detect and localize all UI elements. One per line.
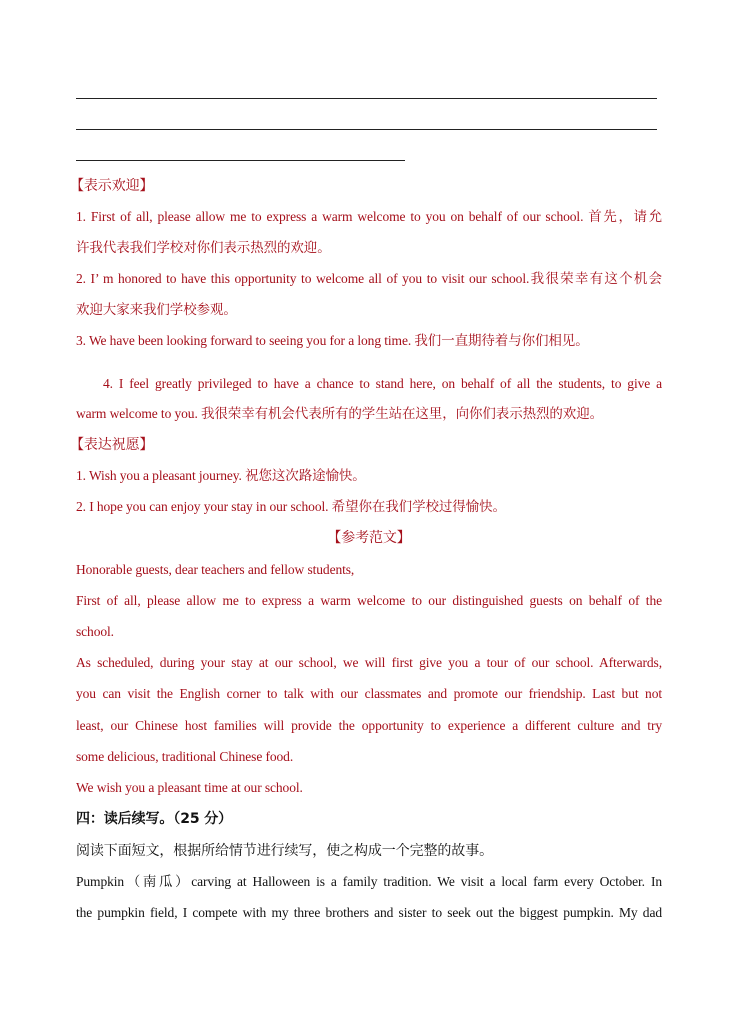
welcome-item-1-line-1: 1. First of all, please allow me to express a warm welcome to you on behalf of our school. 首先，请允	[76, 209, 662, 224]
wishes-item-1: 1. Wish you a pleasant journey. 祝您这次路途愉快。	[76, 468, 366, 483]
model-essay-heading: 【参考范文】	[327, 530, 411, 546]
welcome-item-2-line-1: 2. I’ m honored to have this opportunity to welcome all of you to visit our school.我很荣幸有这个机会	[76, 271, 662, 286]
passage-line-1: Pumpkin（南瓜）carving at Halloween is a family tradition. We visit a local farm every October. In	[76, 874, 662, 889]
section-4-instruction: 阅读下面短文，根据所给情节进行续写，使之构成一个完整的故事。	[76, 843, 493, 859]
welcome-item-2-line-2: 欢迎大家来我们学校参观。	[76, 302, 237, 317]
model-essay-line-6: least, our Chinese host families will provide the opportunity to experience a different culture and try	[76, 718, 662, 733]
welcome-item-4-line-2: warm welcome to you. 我很荣幸有机会代表所有的学生站在这里，向你们表示热烈的欢迎。	[76, 406, 603, 421]
model-essay-line-3: school.	[76, 624, 114, 639]
passage-line-2: the pumpkin field, I compete with my three brothers and sister to seek out the biggest pumpkin. My dad	[76, 905, 662, 920]
wishes-item-2: 2. I hope you can enjoy your stay in our school. 希望你在我们学校过得愉快。	[76, 499, 506, 514]
model-essay-line-1: Honorable guests, dear teachers and fellow students,	[76, 562, 355, 577]
answer-line-3	[76, 160, 405, 161]
welcome-item-1-line-2: 许我代表我们学校对你们表示热烈的欢迎。	[76, 240, 331, 255]
wishes-heading: 【表达祝愿】	[70, 437, 154, 453]
welcome-heading: 【表示欢迎】	[70, 178, 154, 194]
welcome-item-3-line-1: 3. We have been looking forward to seeing you for a long time. 我们一直期待着与你们相见。	[76, 333, 589, 348]
model-essay-line-2: First of all, please allow me to express a warm welcome to our distinguished guests on behalf of the	[76, 593, 662, 608]
answer-line-2	[76, 129, 657, 130]
model-essay-line-7: some delicious, traditional Chinese food.	[76, 749, 294, 764]
model-essay-line-4: As scheduled, during your stay at our school, we will first give you a tour of our school. Afterwards,	[76, 655, 662, 670]
answer-line-1	[76, 98, 657, 99]
section-4-title: 四：读后续写。（25 分）	[76, 811, 233, 827]
model-essay-line-8: We wish you a pleasant time at our school.	[76, 780, 303, 795]
model-essay-line-5: you can visit the English corner to talk with our classmates and promote our friendship. Last but not	[76, 686, 662, 701]
welcome-item-4-line-1: 4. I feel greatly privileged to have a chance to stand here, on behalf of all the students, to give a	[103, 376, 662, 391]
